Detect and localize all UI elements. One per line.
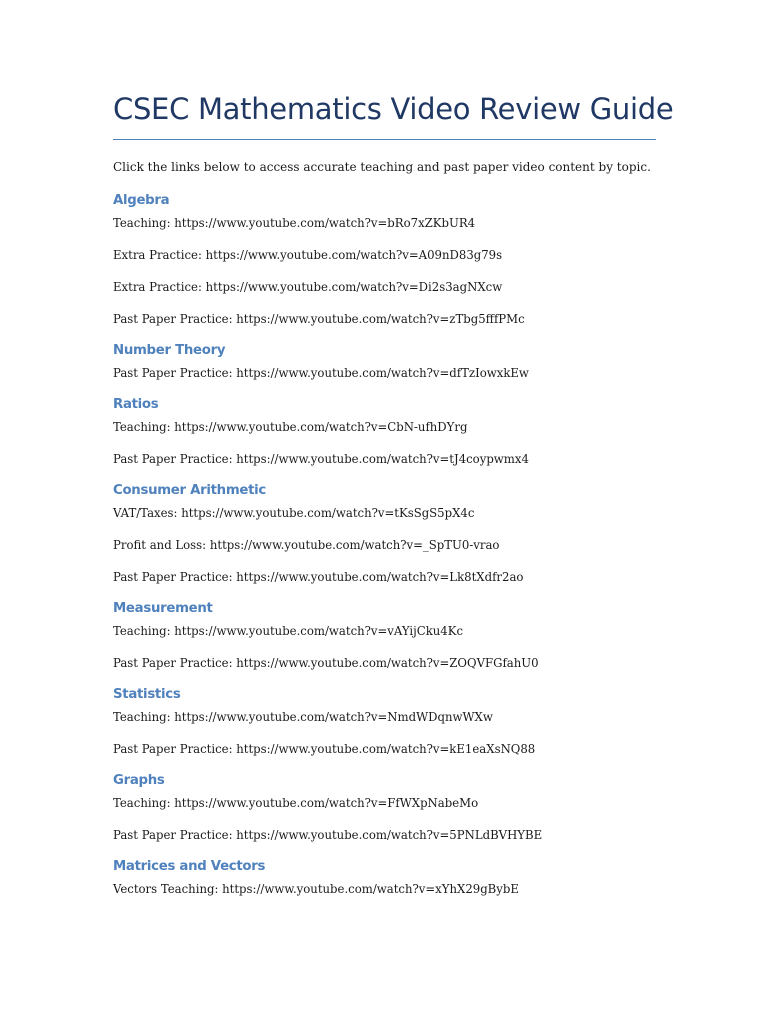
topic-section [113,600,713,672]
link-label: Extra Practice: [113,248,206,262]
video-url-link[interactable]: https://www.youtube.com/watch?v=Di2s3agNXcw [205,280,503,294]
topic-section [113,686,713,758]
video-link-line [113,622,713,640]
video-url-link[interactable]: https://www.youtube.com/watch?v=zTbg5fffPMc [236,312,525,326]
link-label: Teaching: [113,624,175,638]
video-link-line [113,278,713,296]
link-label: Teaching: [113,216,175,230]
link-label: Teaching: [113,420,175,434]
video-url-link[interactable]: https://www.youtube.com/watch?v=dfTzIowxkEw [236,366,529,380]
link-label: Past Paper Practice: [113,828,237,842]
video-url-link[interactable]: https://www.youtube.com/watch?v=tJ4coypwmx4 [236,452,529,466]
link-label: Vectors Teaching: [113,882,223,896]
video-link-line [113,708,713,726]
video-link-line [113,418,713,436]
topic-section [113,192,713,328]
section-heading: Matrices and Vectors [113,859,266,874]
topic-section [113,342,713,382]
video-link-line [113,214,713,232]
link-label: Extra Practice: [113,280,206,294]
video-link-line [113,568,713,586]
video-link-line [113,654,713,672]
document-title: CSEC Mathematics Video Review Guide [113,92,674,126]
link-label: Past Paper Practice: [113,656,237,670]
link-label: Profit and Loss: [113,538,210,552]
video-url-link[interactable]: https://www.youtube.com/watch?v=CbN-ufhDYrg [174,420,468,434]
topic-section [113,482,713,586]
link-label: Past Paper Practice: [113,312,237,326]
video-url-link[interactable]: https://www.youtube.com/watch?v=ZOQVFGfahU0 [236,656,539,670]
video-url-link[interactable]: https://www.youtube.com/watch?v=5PNLdBVHYBE [236,828,543,842]
topic-sections [113,192,713,912]
video-link-line [113,826,713,844]
section-heading: Graphs [113,773,165,788]
section-heading: Number Theory [113,343,226,358]
video-url-link[interactable]: https://www.youtube.com/watch?v=vAYijCku4Kc [174,624,464,638]
video-link-line [113,740,713,758]
video-url-link[interactable]: https://www.youtube.com/watch?v=xYhX29gBybE [222,882,519,896]
link-label: Teaching: [113,710,175,724]
video-link-line [113,364,713,382]
section-heading: Consumer Arithmetic [113,483,266,498]
video-link-line [113,794,713,812]
video-link-line [113,504,713,522]
title-underline [113,139,656,140]
video-url-link[interactable]: https://www.youtube.com/watch?v=bRo7xZKbUR4 [174,216,476,230]
link-label: Past Paper Practice: [113,366,237,380]
video-url-link[interactable]: https://www.youtube.com/watch?v=Lk8tXdfr2ao [236,570,524,584]
section-heading: Ratios [113,397,159,412]
link-label: Past Paper Practice: [113,452,237,466]
topic-section [113,858,713,898]
section-heading: Measurement [113,601,213,616]
link-label: VAT/Taxes: [113,506,182,520]
section-heading: Algebra [113,193,170,208]
link-label: Past Paper Practice: [113,742,237,756]
video-link-line [113,310,713,328]
video-link-line [113,246,713,264]
link-label: Teaching: [113,796,175,810]
topic-section [113,396,713,468]
video-url-link[interactable]: https://www.youtube.com/watch?v=A09nD83g79s [205,248,503,262]
video-link-line [113,880,713,898]
video-url-link[interactable]: https://www.youtube.com/watch?v=NmdWDqnwWXw [174,710,493,724]
video-link-line [113,536,713,554]
video-link-line [113,450,713,468]
section-heading: Statistics [113,687,181,702]
video-url-link[interactable]: https://www.youtube.com/watch?v=kE1eaXsNQ88 [236,742,536,756]
intro-text: Click the links below to access accurate teaching and past paper video content by topic. [113,160,651,174]
link-label: Past Paper Practice: [113,570,237,584]
video-url-link[interactable]: https://www.youtube.com/watch?v=FfWXpNabeMo [174,796,479,810]
topic-section [113,772,713,844]
video-url-link[interactable]: https://www.youtube.com/watch?v=tKsSgS5pX4c [181,506,475,520]
video-url-link[interactable]: https://www.youtube.com/watch?v=_SpTU0-vrao [209,538,500,552]
